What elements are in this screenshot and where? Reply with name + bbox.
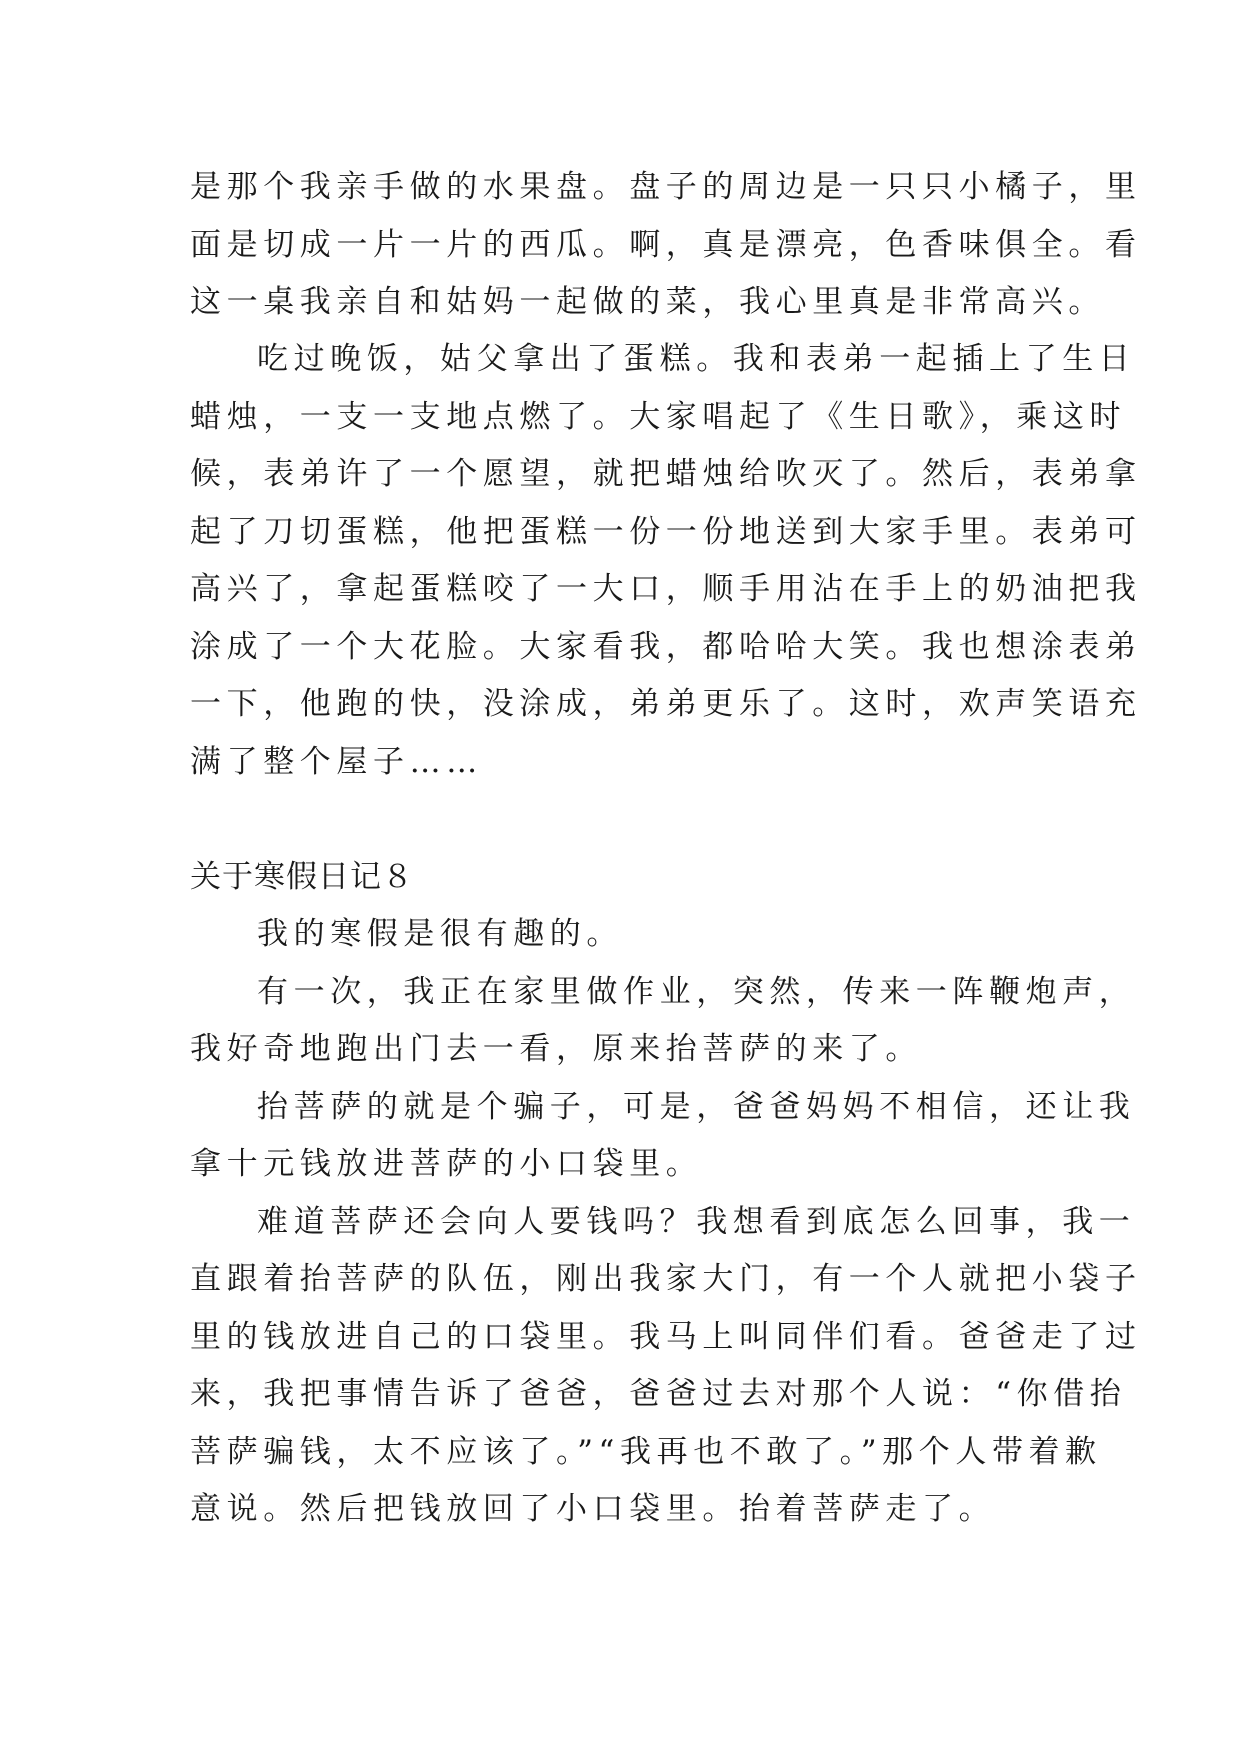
paragraph-line: 蜡烛，一支一支地点燃了。大家唱起了《生日歌》，乘这时 — [190, 399, 1127, 435]
paragraph-line: 涂成了一个大花脸。大家看我，都哈哈大笑。我也想涂表弟 — [190, 629, 1142, 665]
paragraph-line: 这一桌我亲自和姑妈一起做的菜，我心里真是非常高兴。 — [190, 284, 1105, 320]
section-title: 关于寒假日记８ — [190, 859, 414, 895]
paragraph-line: 直跟着抬菩萨的队伍，刚出我家大门，有一个人就把小袋子 — [190, 1261, 1142, 1297]
paragraph-line: 里的钱放进自己的口袋里。我马上叫同伴们看。爸爸走了过 — [190, 1319, 1142, 1355]
paragraph-line: 抬菩萨的就是个骗子，可是，爸爸妈妈不相信，还让我 — [257, 1089, 1136, 1125]
paragraph-line: 我好奇地跑出门去一看，原来抬菩萨的来了。 — [190, 1031, 922, 1067]
paragraph-line: 难道菩萨还会向人要钱吗？我想看到底怎么回事，我一 — [257, 1204, 1136, 1240]
paragraph-line: 吃过晚饭，姑父拿出了蛋糕。我和表弟一起插上了生日 — [257, 341, 1136, 377]
paragraph-line: 菩萨骗钱，太不应该了。”“我再也不敢了。”那个人带着歉 — [190, 1434, 1102, 1470]
paragraph-line: 我的寒假是很有趣的。 — [257, 916, 623, 952]
paragraph-line: 满了整个屋子…… — [190, 744, 483, 780]
paragraph-line: 起了刀切蛋糕，他把蛋糕一份一份地送到大家手里。表弟可 — [190, 514, 1142, 550]
paragraph-line: 高兴了，拿起蛋糕咬了一大口，顺手用沾在手上的奶油把我 — [190, 571, 1142, 607]
paragraph-line: 是那个我亲手做的水果盘。盘子的周边是一只只小橘子，里 — [190, 169, 1142, 205]
paragraph-line: 意说。然后把钱放回了小口袋里。抬着菩萨走了。 — [190, 1491, 996, 1527]
paragraph-line: 一下，他跑的快，没涂成，弟弟更乐了。这时，欢声笑语充 — [190, 686, 1142, 722]
paragraph-line: 有一次，我正在家里做作业，突然，传来一阵鞭炮声， — [257, 974, 1136, 1010]
paragraph-line: 候，表弟许了一个愿望，就把蜡烛给吹灭了。然后，表弟拿 — [190, 456, 1142, 492]
paragraph-line: 面是切成一片一片的西瓜。啊，真是漂亮，色香味俱全。看 — [190, 227, 1142, 263]
paragraph-line: 来，我把事情告诉了爸爸，爸爸过去对那个人说：“你借抬 — [190, 1376, 1127, 1412]
paragraph-line: 拿十元钱放进菩萨的小口袋里。 — [190, 1146, 703, 1182]
